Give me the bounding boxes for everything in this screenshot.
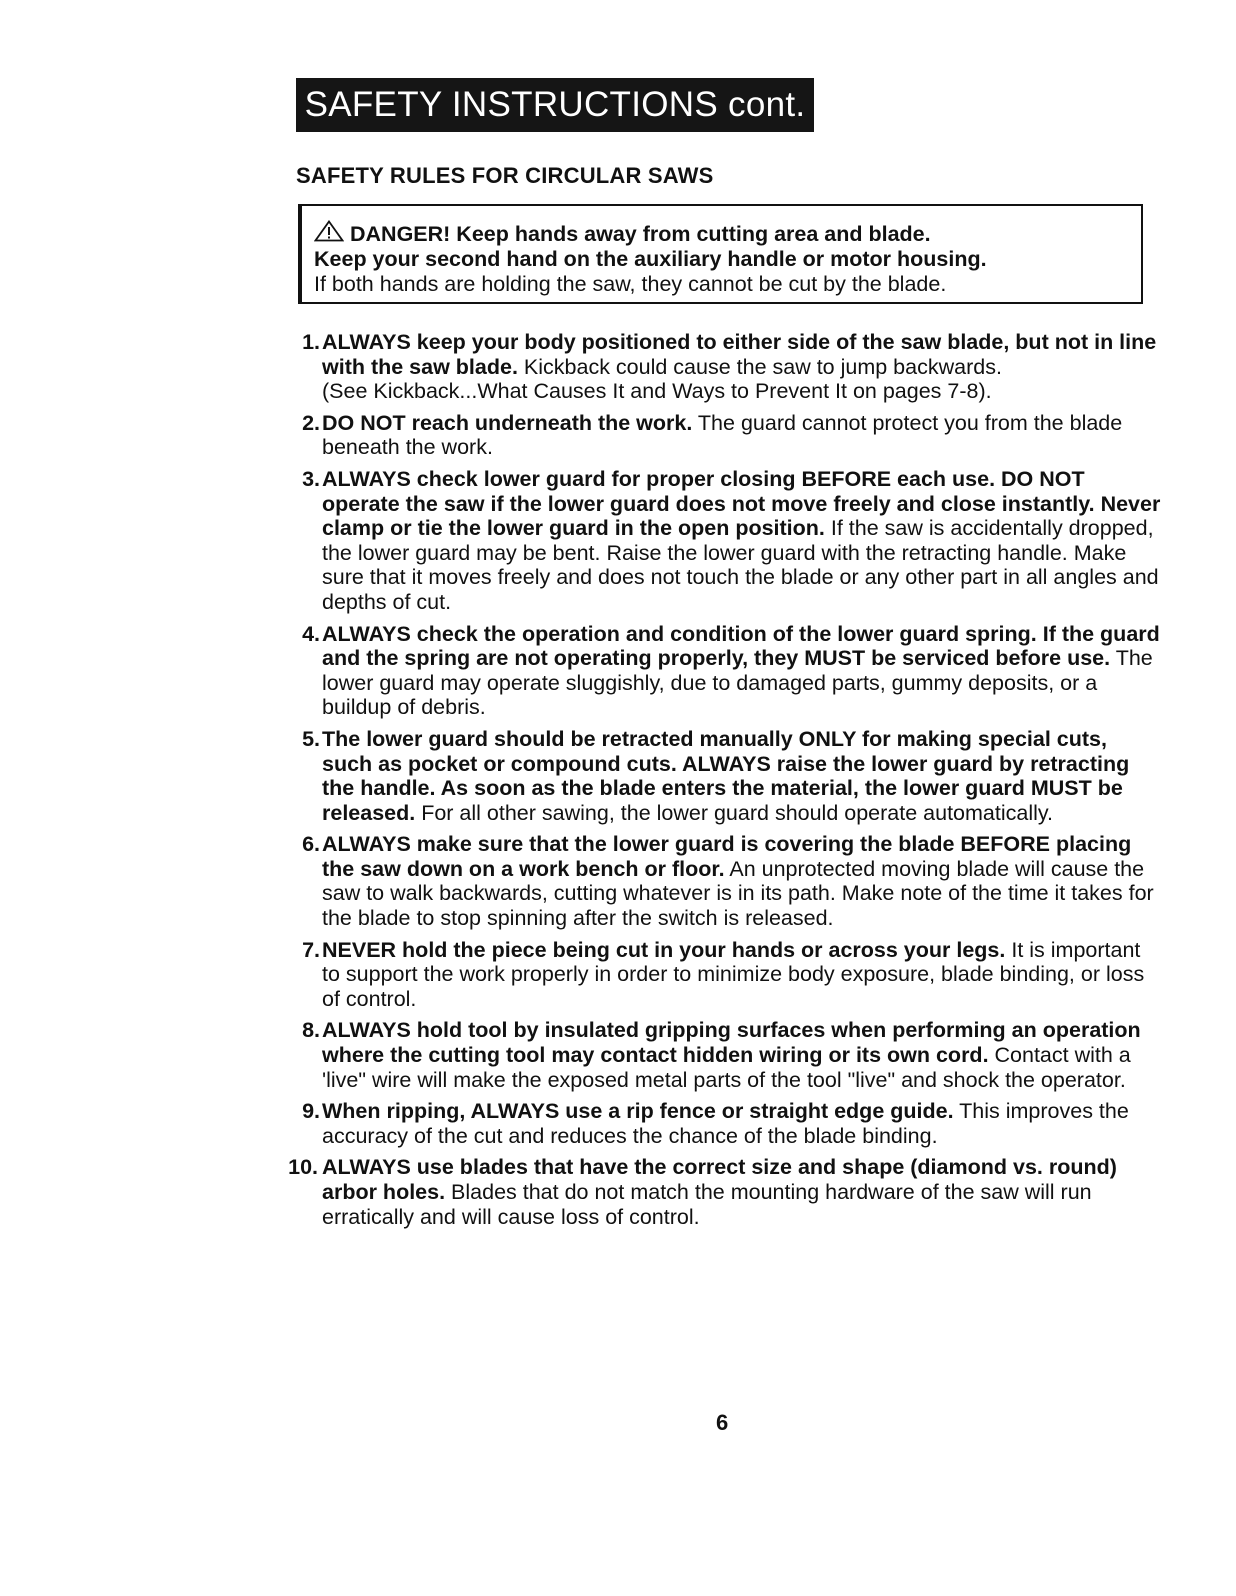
- rule-item: [282, 938, 1162, 1012]
- rule-text: The lower guard may operate sluggishly, due to damaged parts, gummy deposits, or a buildup of debris.: [322, 646, 1153, 720]
- rule-item: [282, 727, 1162, 825]
- rule-number: 4.: [302, 621, 320, 646]
- rule-text: If the saw is accidentally dropped, the lower guard may be bent. Raise the lower guard with the retracting handle. Make sure that it moves freely and does not touch the blade or any other part in all angles and depths of cut.: [322, 516, 1159, 614]
- section-heading: SAFETY RULES FOR CIRCULAR SAWS: [296, 163, 714, 188]
- danger-line-2: Keep your second hand on the auxiliary handle or motor housing.: [314, 247, 987, 271]
- danger-notice-box: [298, 204, 1143, 304]
- rule-item: [282, 1155, 1162, 1229]
- rule-bold-text: NEVER hold the piece being cut in your hands or across your legs.: [322, 937, 1006, 962]
- rule-item: [282, 330, 1162, 404]
- rule-bold-text: ALWAYS hold tool by insulated gripping surfaces when performing an operation where the cutting tool may contact hidden wiring or its own cord.: [322, 1018, 1141, 1068]
- rule-text: An unprotected moving blade will cause the saw to walk backwards, cutting whatever is in its path. Make note of the time it takes for the blade to stop spinning after the switch is released.: [322, 856, 1154, 931]
- rule-text: This improves the accuracy of the cut and reduces the chance of the blade binding.: [322, 1099, 1129, 1148]
- rule-reference-text: (See Kickback...What Causes It and Ways to Prevent It on pages 7-8).: [322, 379, 992, 404]
- rule-bold-text: The lower guard should be retracted manually ONLY for making special cuts, such as pocket or compound cuts. ALWAYS raise the lower guard by retracting the handle. As soon as the blade enters the material, the lower guard MUST be released.: [322, 726, 1130, 825]
- rule-number: 3.: [302, 466, 320, 491]
- rule-text: Blades that do not match the mounting hardware of the saw will run erratically and will cause loss of control.: [322, 1180, 1092, 1229]
- rule-bold-text: ALWAYS use blades that have the correct size and shape (diamond vs. round) arbor holes.: [322, 1155, 1117, 1204]
- rule-number: 7.: [302, 937, 320, 962]
- danger-line-1-text: DANGER! Keep hands away from cutting area and blade.: [350, 222, 931, 246]
- rule-item: [282, 832, 1162, 930]
- rule-number: 1.: [302, 330, 320, 354]
- rule-item: [282, 1099, 1162, 1148]
- rule-bold-text: ALWAYS check lower guard for proper closing BEFORE each use. DO NOT operate the saw if the lower guard does not move freely and close instantly. Never clamp or tie the lower guard in the open position.: [322, 466, 1161, 541]
- danger-line-1: [314, 220, 1131, 247]
- rule-bold-text: DO NOT reach underneath the work.: [322, 410, 693, 435]
- rule-bold-text: ALWAYS keep your body positioned to either side of the saw blade, but not in line with the saw blade.: [322, 330, 1157, 379]
- rule-item: [282, 622, 1162, 720]
- rule-text: For all other sawing, the lower guard should operate automatically.: [415, 800, 1054, 825]
- rule-number: 6.: [302, 832, 320, 857]
- rule-text: Contact with a 'live" wire will make the exposed metal parts of the tool "live" and shock the operator.: [322, 1043, 1131, 1092]
- section-banner: SAFETY INSTRUCTIONS cont.: [296, 78, 814, 132]
- rule-number: 9.: [302, 1099, 320, 1124]
- safety-rules-list: [282, 330, 1162, 1236]
- rule-text: It is important to support the work properly in order to minimize body exposure, blade binding, or loss of control.: [322, 937, 1145, 1011]
- rule-number: 2.: [302, 410, 320, 435]
- rule-item: [282, 411, 1162, 460]
- danger-line-3: If both hands are holding the saw, they cannot be cut by the blade.: [314, 272, 947, 296]
- warning-triangle-icon: [314, 220, 344, 242]
- page-number: 6: [716, 1410, 729, 1435]
- rule-item: [282, 467, 1162, 615]
- rule-item: [282, 1018, 1162, 1092]
- rule-bold-text: When ripping, ALWAYS use a rip fence or straight edge guide.: [322, 1099, 954, 1124]
- rule-number: 10.: [288, 1155, 318, 1180]
- rule-text: Kickback could cause the saw to jump backwards.: [517, 354, 1002, 379]
- rule-text: The guard cannot protect you from the blade beneath the work.: [322, 410, 1123, 460]
- rule-bold-text: ALWAYS check the operation and condition of the lower guard spring. If the guard and the spring are not operating properly, they MUST be serviced before use.: [322, 621, 1160, 671]
- rule-number: 8.: [302, 1018, 320, 1043]
- rule-bold-text: ALWAYS make sure that the lower guard is covering the blade BEFORE placing the saw down on a work bench or floor.: [322, 832, 1132, 881]
- rule-number: 5.: [302, 726, 320, 751]
